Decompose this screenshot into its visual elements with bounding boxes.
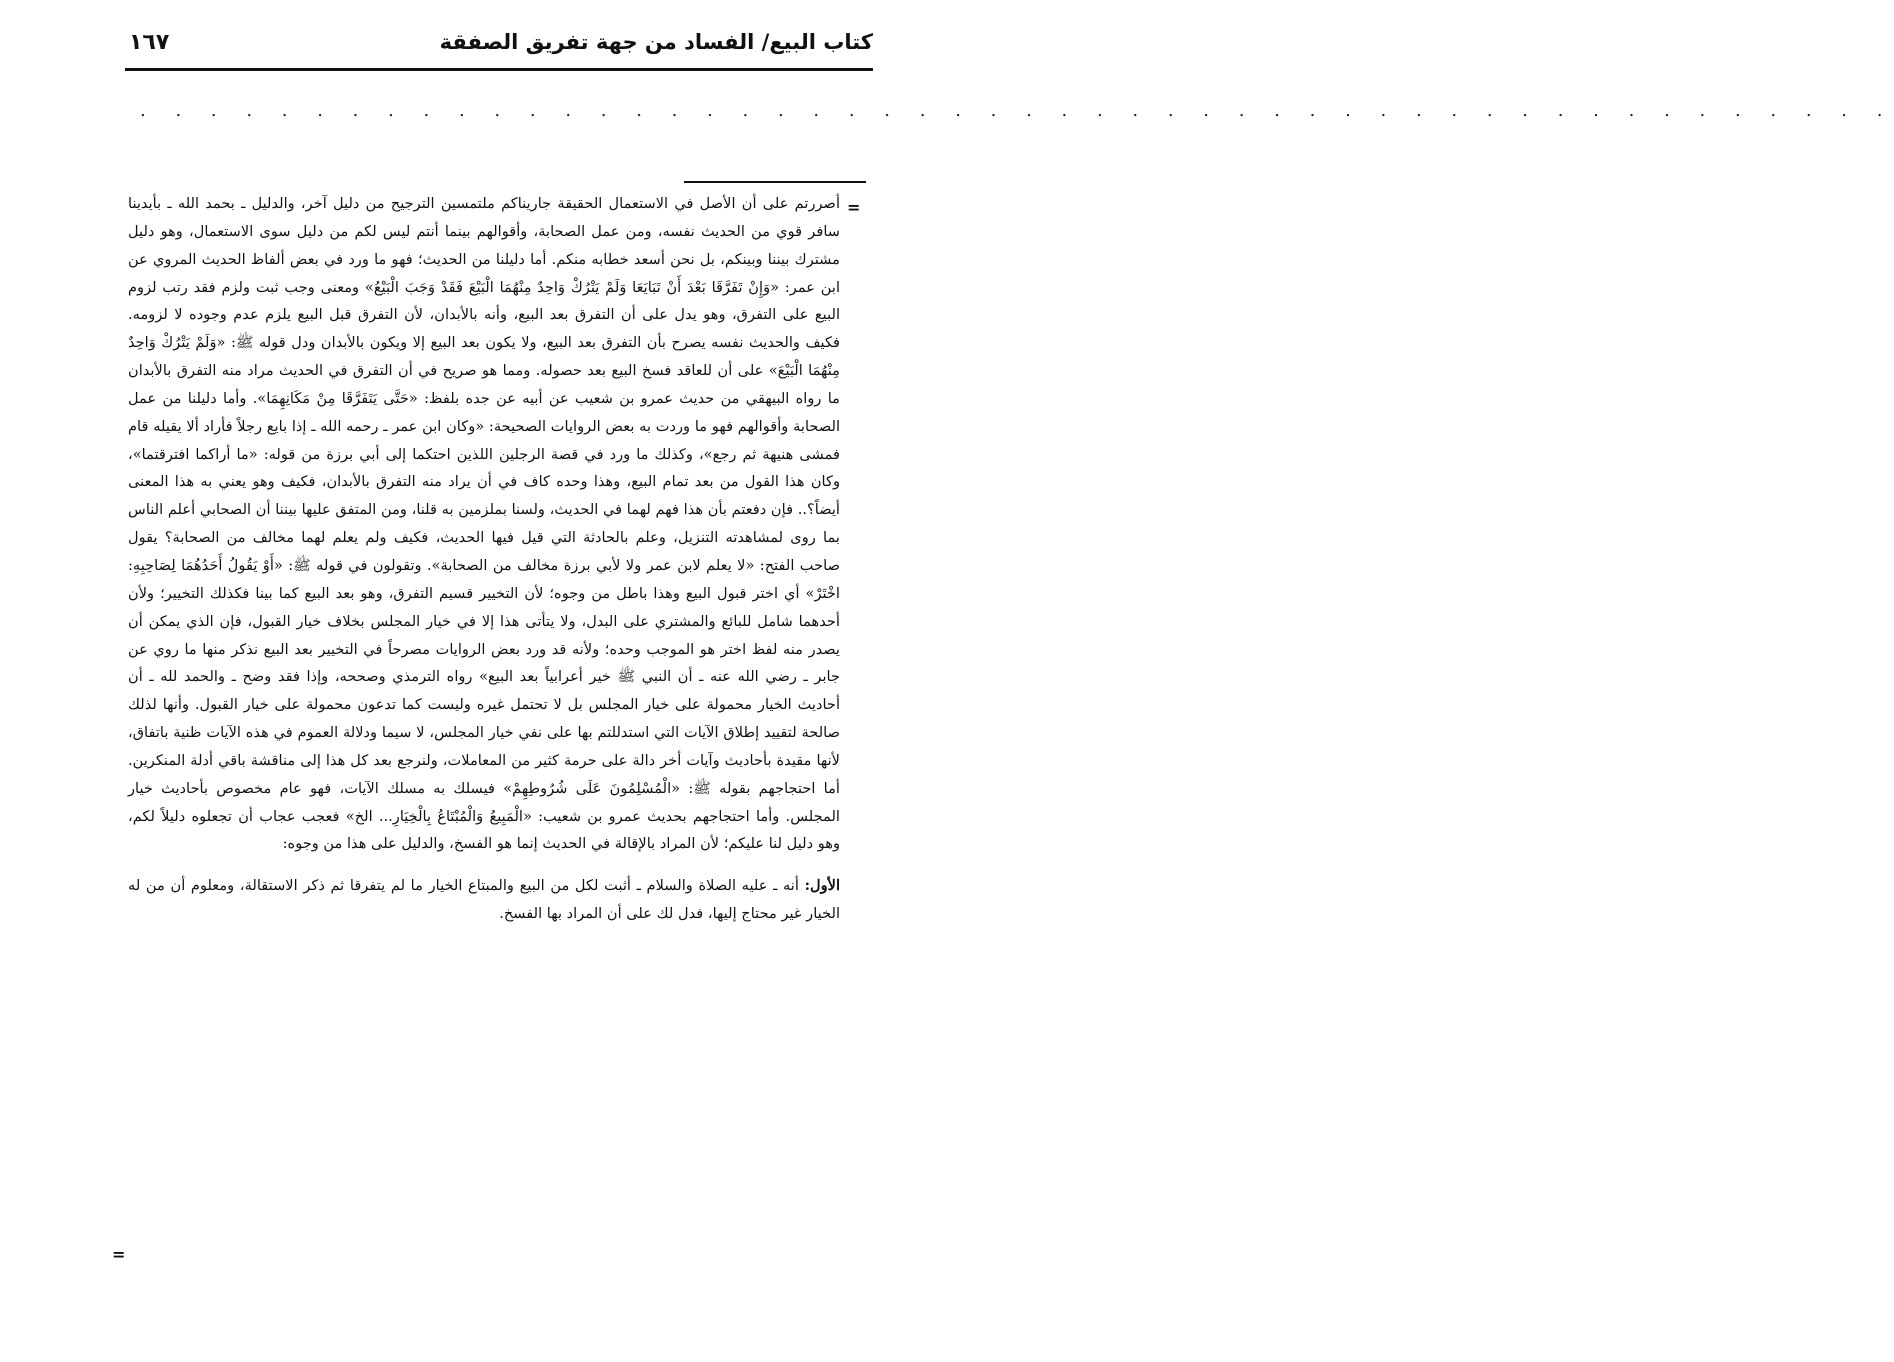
separator-dots: . . . . . . . . . . . . . . . . . . . . . . . . . . . . . . . . . . . . . . . . . . . . . . . . . . xyxy=(140,100,1894,121)
page-number: ١٦٧ xyxy=(129,30,170,55)
chapter-title: كتاب البيع/ الفساد من جهة تفريق الصفقة xyxy=(439,30,873,54)
first-point-text: أنه ـ عليه الصلاة والسلام ـ أثبت لكل من البيع والمبتاع الخيار ما لم يتفرقا ثم ذكر الاستقالة، ومعلوم أن من له الخيار غير محتاج إليها، فدل لك على أن المراد بها الفسخ. xyxy=(128,877,840,923)
footnote-paragraph: أصررتم على أن الأصل في الاستعمال الحقيقة جاريناكم ملتمسين الترجيح من دليل آخر، والدليل ـ بحمد الله ـ بأيدينا سافر قوي من الحديث نفسه، ومن عمل الصحابة، وأقوالهم بينما أنتم ليس لكم من دليل سوى الاستعمال، وهو دليل مشترك بيننا وبينكم، بل نحن أسعد خطابه منكم. أما دليلنا من الحديث؛ فهو ما ورد في بعض ألفاظ الحديث المروي عن ابن عمر: «وَإِنْ تَفَرَّقَا بَعْدَ أَنْ تَبَايَعَا وَلَمْ يَتْرُكْ وَاحِدٌ مِنْهُمَا الْبَيْعَ فَقَدْ وَجَبَ الْبَيْعُ» ومعنى وجب ثبت ولزم فقد رتب لزوم البيع على التفرق، وهو يدل على أن التفرق بعد البيع، وأنه بالأبدان، لأن التفرق قبل البيع يلزم عدم وجوده لا لزومه. فكيف والحديث نفسه يصرح بأن التفرق بعد البيع، ولا يكون بعد البيع إلا ويكون بالأبدان ودل قوله ﷺ: «وَلَمْ يَتْرُكْ وَاحِدٌ مِنْهُمَا الْبَيْعَ» على أن للعاقد فسخ البيع بعد حصوله. ومما هو صريح في أن التفرق في الحديث مراد منه التفرق بالأبدان ما رواه البيهقي من حديث عمرو بن شعيب عن أبيه عن جده بلفظ: «حَتَّى يَتَفَرَّقَا مِنْ مَكَانِهِمَا». وأما دليلنا من عمل الصحابة وأقوالهم فهو ما وردت به بعض الروايات الصحيحة: «وكان ابن عمر ـ رحمه الله ـ إذا بايع رجلاً فأراد ألا يقيله قام فمشى هنيهة ثم رجع»، وكذلك ما ورد في قصة الرجلين اللذين احتكما إلى أبي برزة من قوله: «ما أراكما افترقتما»، وكان هذا القول من بعد تمام البيع، وهذا وحده كاف في أن يراد منه التفرق بالأبدان، فكيف وهو يعني به هذا المعنى أيضاً؟.. فإن دفعتم بأن هذا فهم لهما في الحديث، ولسنا بملزمين به قلنا، ومن المتفق عليها بيننا أن الصحابي أعلم الناس بما روى لمشاهدته التنزيل، وعلم بالحادثة التي قيل فيها الحديث، فكيف ولم يعلم لهما مخالف من الصحابة؟ يقول صاحب الفتح: «لا يعلم لابن عمر ولا لأبي برزة مخالف من الصحابة». وتقولون في قوله ﷺ: «أَوْ يَقُولُ أَحَدُهُمَا لِصَاحِبِهِ: اخْتَرْ» أي اختر قبول البيع وهذا باطل من وجوه؛ لأن التخيير قسيم التفرق، وهو بعد البيع كما بينا فكذلك التخيير؛ ولأن أحدهما شامل للبائع والمشتري على البدل، ولا يتأتى هذا إلا في خيار المجلس بخلاف خيار القبول، فإن الذي يمكن أن يصدر منه لفظ اختر هو الموجب وحده؛ ولأنه قد ورد بعض الروايات مصرحاً في التخيير بعد البيع نذكر منها ما روي عن جابر ـ رضي الله عنه ـ أن النبي ﷺ خير أعرابياً بعد البيع» رواه الترمذي وصححه، وإذا فقد وضح ـ والحمد لله ـ أن أحاديث الخيار محمولة على خيار المجلس بل لا تحتمل غيره وليست كما تدعون محمولة على خيار القبول. وأنها لذلك صالحة لتقييد إطلاق الآيات التي استدللتم بها على نفي خيار المجلس، لا سيما ودلالة العموم في هذه الآيات ظنية باتفاق، لأنها مقيدة بأحاديث وآيات أخر دالة على حرمة كثير من المعاملات، ولنرجع بعد كل هذا إلى مناقشة باقي أدلة المنكرين. أما احتجاجهم بقوله ﷺ: «الْمُسْلِمُونَ عَلَى شُرُوطِهِمْ» فيسلك به مسلك الآيات، فهو عام مخصوص بأحاديث خيار المجلس. وأما احتجاجهم بحديث عمرو بن شعيب: «الْمَبِيعُ وَالْمُبْتَاعُ بِالْخِيَارِ... الخ» فعجب عجاب أن تجعلوه دليلاً لكم، وهو دليل لنا عليكم؛ لأن المراد بالإقالة في الحديث إنما هو الفسخ، والدليل على هذا من وجوه: xyxy=(128,195,840,853)
first-point xyxy=(128,872,840,928)
footnote-rule xyxy=(684,181,866,183)
running-header xyxy=(125,28,873,71)
continuation-mark-top: = xyxy=(847,198,861,217)
first-point-label: الأول: xyxy=(804,877,841,895)
continuation-mark-bottom: = xyxy=(112,1245,126,1264)
footnote-body xyxy=(128,190,840,928)
